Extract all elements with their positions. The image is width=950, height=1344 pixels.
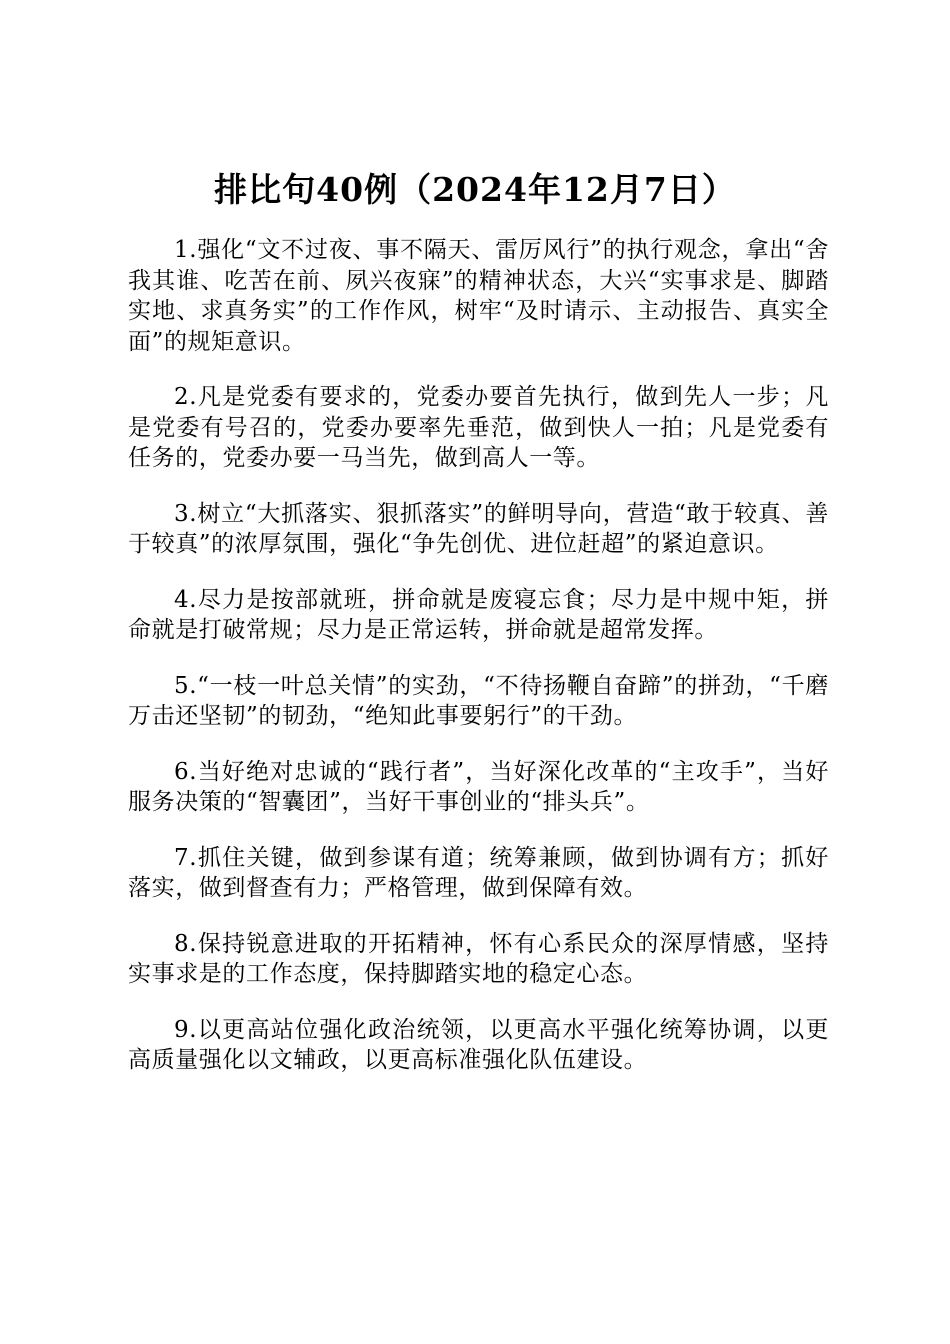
document-title: 排比句40例（2024年12月7日） — [214, 170, 736, 209]
paragraph-4: 4.尽力是按部就班，拼命就是废寝忘食；尽力是中规中矩，拼命就是打破常规；尽力是正常运转，拼命就是超常发挥。 — [128, 586, 829, 643]
paragraph-2: 2.凡是党委有要求的，党委办要首先执行，做到先人一步；凡是党委有号召的，党委办要率先垂范，做到快人一拍；凡是党委有任务的，党委办要一马当先，做到高人一等。 — [128, 384, 829, 471]
paragraph-1: 1.强化“文不过夜、事不隔天、雷厉风行”的执行观念，拿出“舍我其谁、吃苦在前、夙兴夜寐”的精神状态，大兴“实事求是、脚踏实地、求真务实”的工作作风，树牢“及时请示、主动报告、真实全面”的规矩意识。 — [128, 237, 829, 355]
paragraph-3: 3.树立“大抓落实、狠抓落实”的鲜明导向，营造“敢于较真、善于较真”的浓厚氛围，强化“争先创优、进位赶超”的紧迫意识。 — [128, 500, 829, 557]
paragraph-5: 5.“一枝一叶总关情”的实劲，“不待扬鞭自奋蹄”的拼劲，“千磨万击还坚韧”的韧劲，“绝知此事要躬行”的干劲。 — [128, 672, 829, 729]
paragraph-8: 8.保持锐意进取的开拓精神，怀有心系民众的深厚情感，坚持实事求是的工作态度，保持脚踏实地的稳定心态。 — [128, 930, 829, 987]
paragraph-7: 7.抓住关键，做到参谋有道；统筹兼顾，做到协调有方；抓好落实，做到督查有力；严格管理，做到保障有效。 — [128, 844, 829, 901]
paragraph-9: 9.以更高站位强化政治统领，以更高水平强化统筹协调，以更高质量强化以文辅政，以更高标准强化队伍建设。 — [128, 1016, 829, 1073]
document-body — [128, 235, 829, 1101]
paragraph-6: 6.当好绝对忠诚的“践行者”，当好深化改革的“主攻手”，当好服务决策的“智囊团”，当好干事创业的“排头兵”。 — [128, 758, 829, 815]
